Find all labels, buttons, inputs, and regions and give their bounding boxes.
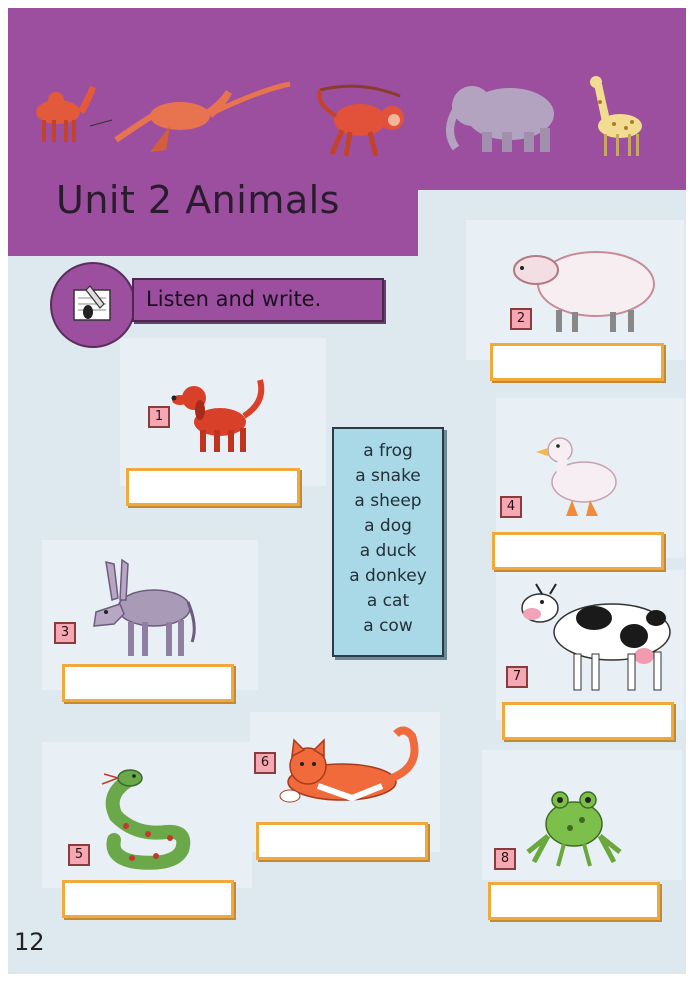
answer-field-4[interactable] <box>492 532 664 570</box>
item-number: 4 <box>500 496 522 518</box>
frog-icon <box>524 782 624 870</box>
donkey-icon <box>84 556 202 660</box>
camel-icon <box>36 86 112 142</box>
page-title: Unit 2 Animals <box>56 178 340 222</box>
cat-icon <box>272 726 430 810</box>
item-number: 1 <box>148 406 170 428</box>
cow-icon <box>516 582 678 694</box>
word-bank-item: a donkey <box>349 566 427 586</box>
answer-field-1[interactable] <box>126 468 300 506</box>
word-bank-item: a cat <box>366 591 410 611</box>
item-number: 3 <box>54 622 76 644</box>
instruction-text: Listen and write. <box>146 287 322 311</box>
answer-field-8[interactable] <box>488 882 660 920</box>
monkey-icon <box>319 86 404 156</box>
answer-field-3[interactable] <box>62 664 234 702</box>
word-bank-item: a dog <box>364 516 412 536</box>
item-number: 6 <box>254 752 276 774</box>
item-number: 7 <box>506 666 528 688</box>
answer-field-6[interactable] <box>256 822 428 860</box>
banner-animal-strip <box>20 70 680 170</box>
word-bank-item: a frog <box>363 441 413 461</box>
word-bank-item: a snake <box>355 466 421 486</box>
kangaroo-icon <box>116 84 290 152</box>
elephant-icon <box>450 86 554 152</box>
word-bank-item: a sheep <box>354 491 422 511</box>
answer-field-5[interactable] <box>62 880 234 918</box>
page-number: 12 <box>14 928 45 956</box>
item-number: 8 <box>494 848 516 870</box>
item-number: 2 <box>510 308 532 330</box>
dog-icon <box>170 372 270 456</box>
word-bank-item: a duck <box>359 541 417 561</box>
answer-field-2[interactable] <box>490 343 664 381</box>
duck-icon <box>536 428 622 520</box>
giraffe-icon <box>590 76 642 156</box>
writing-pencil-icon <box>70 282 116 328</box>
word-bank-item: a cow <box>363 616 413 636</box>
item-number: 5 <box>68 844 90 866</box>
snake-icon <box>96 766 190 868</box>
answer-field-7[interactable] <box>502 702 674 740</box>
